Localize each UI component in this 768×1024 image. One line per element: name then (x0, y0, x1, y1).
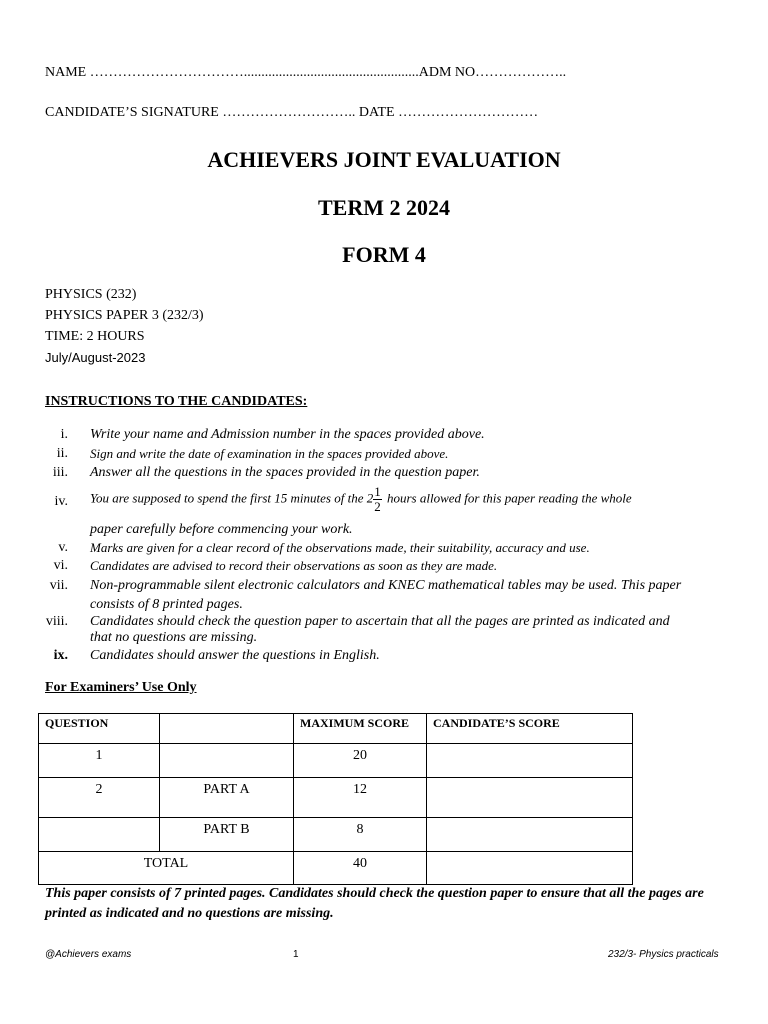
instruction-text: Non-programmable silent electronic calculators and KNEC mathematical tables may be used. This paper (90, 578, 682, 593)
instruction-text-part: You are supposed to spend the first 15 minutes of the 2 (90, 490, 374, 506)
footer-left: @Achievers exams (45, 949, 132, 960)
instruction-number: vi. (53, 558, 68, 573)
total-candidate-score[interactable] (427, 852, 633, 885)
total-max-score: 40 (294, 852, 427, 885)
table-row (39, 778, 633, 818)
subject-code: PHYSICS (232) (45, 287, 137, 302)
instruction-number: iv. (54, 494, 68, 509)
table-row (39, 744, 633, 778)
column-header-part (160, 714, 294, 744)
instruction-number: ix. (53, 648, 68, 663)
instruction-text: Write your name and Admission number in the spaces provided above. (90, 427, 485, 442)
fraction-denominator: 2 (374, 499, 381, 514)
instruction-number: iii. (52, 465, 68, 480)
instruction-number: viii. (45, 614, 68, 629)
exam-title: ACHIEVERS JOINT EVALUATION (207, 147, 561, 172)
question-cell (39, 818, 160, 852)
instruction-number: vii. (49, 578, 68, 593)
instruction-text-continued: paper carefully before commencing your work. (90, 522, 353, 537)
instruction-text: Candidates are advised to record their observations as soon as they are made. (90, 558, 498, 573)
table-header-row (39, 714, 633, 744)
candidate-score-cell[interactable] (427, 778, 633, 818)
max-score-cell: 20 (294, 744, 427, 778)
table-row (39, 818, 633, 852)
signature-date-line: CANDIDATE’S SIGNATURE ……………………….. DATE ………………………… (45, 105, 539, 120)
max-score-cell: 12 (294, 778, 427, 818)
instruction-text-continued: that no questions are missing. (90, 630, 258, 645)
instruction-number: i. (60, 427, 68, 442)
instruction-text: Sign and write the date of examination in the spaces provided above. (90, 446, 449, 461)
instruction-text: Marks are given for a clear record of the observations made, their suitability, accuracy and use. (90, 540, 590, 555)
part-cell: PART B (160, 818, 294, 852)
footer-right: 232/3- Physics practicals (608, 949, 719, 960)
examiners-heading: For Examiners’ Use Only (45, 680, 197, 695)
part-cell (160, 744, 294, 778)
table-total-row (39, 852, 633, 885)
exam-session: July/August-2023 (45, 350, 146, 365)
question-cell: 1 (39, 744, 160, 778)
candidate-score-cell[interactable] (427, 744, 633, 778)
column-header-candidate-score: CANDIDATE’S SCORE (427, 714, 633, 744)
part-cell: PART A (160, 778, 294, 818)
examiners-score-table (38, 713, 633, 885)
instruction-text-continued: consists of 8 printed pages. (90, 597, 243, 612)
instructions-heading: INSTRUCTIONS TO THE CANDIDATES: (45, 394, 308, 409)
name-admission-line: NAME ……………………………..................................................ADM NO……………….. (45, 65, 567, 80)
max-score-cell: 8 (294, 818, 427, 852)
instruction-text: Candidates should check the question paper to ascertain that all the pages are printed as indicated and (90, 614, 670, 629)
paper-code: PHYSICS PAPER 3 (232/3) (45, 308, 204, 323)
candidate-score-cell[interactable] (427, 818, 633, 852)
instruction-text: Answer all the questions in the spaces provided in the question paper. (90, 465, 480, 480)
term-title: TERM 2 2024 (318, 195, 450, 220)
half-fraction (373, 485, 382, 514)
total-label: TOTAL (39, 852, 294, 885)
page-number: 1 (293, 949, 299, 960)
instruction-text-fraction (90, 485, 632, 514)
time-allowed: TIME: 2 HOURS (45, 329, 145, 344)
pages-note: This paper consists of 7 printed pages. Candidates should check the question paper to ensure that all the pages are printed as indicated and no questions are missing. (45, 886, 704, 921)
column-header-question: QUESTION (39, 714, 160, 744)
column-header-max-score: MAXIMUM SCORE (294, 714, 427, 744)
form-title: FORM 4 (342, 242, 426, 267)
instruction-text-part: hours allowed for this paper reading the whole (383, 490, 632, 506)
instruction-text: Candidates should answer the questions in English. (90, 648, 380, 663)
instruction-number: ii. (56, 446, 68, 461)
instruction-number: v. (58, 540, 68, 555)
fraction-numerator: 1 (374, 484, 381, 499)
question-cell: 2 (39, 778, 160, 818)
